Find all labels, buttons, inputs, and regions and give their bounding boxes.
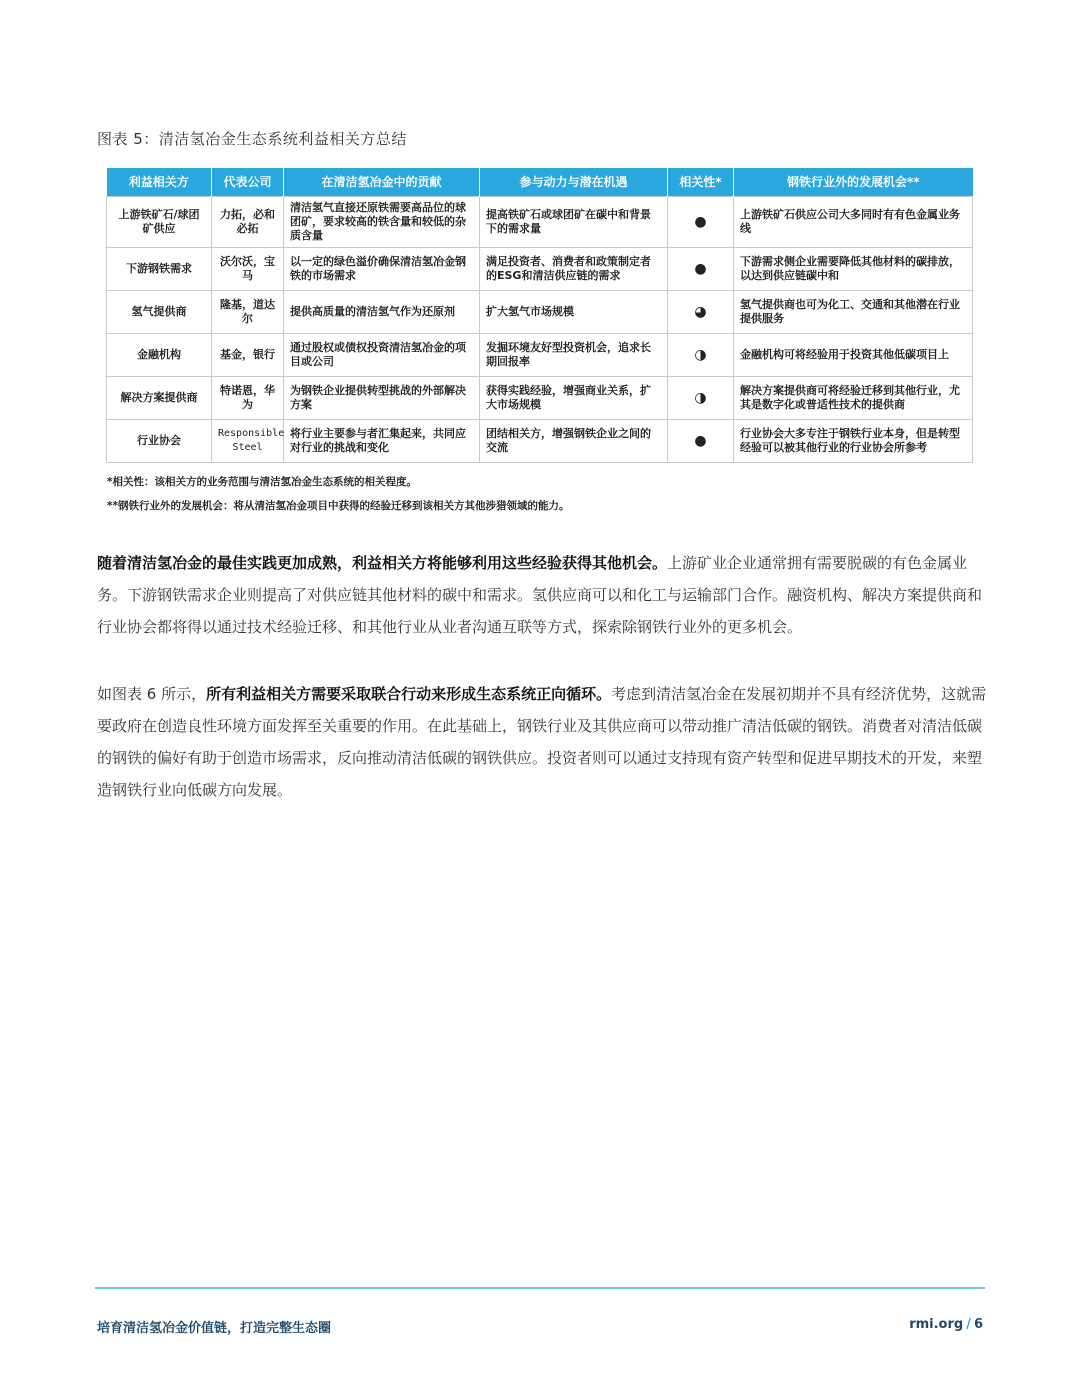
- cell-opportunity: 氢气提供商也可为化工、交通和其他潜在行业提供服务: [734, 291, 973, 334]
- cell-motivation: 提高铁矿石或球团矿在碳中和背景下的需求量: [480, 197, 668, 248]
- table-header-row: [107, 168, 973, 197]
- cell-motivation: 发掘环境友好型投资机会，追求长期回报率: [480, 334, 668, 377]
- footer-title: 培育清洁氢冶金价值链，打造完整生态圈: [97, 1321, 332, 1336]
- footer-page-info: [909, 1317, 983, 1332]
- cell-motivation: 团结相关方，增强钢铁企业之间的交流: [480, 420, 668, 463]
- col-header-contribution: 在清洁氢冶金中的贡献: [284, 168, 480, 197]
- cell-contribution: 将行业主要参与者汇集起来，共同应对行业的挑战和变化: [284, 420, 480, 463]
- cell-stakeholder: 行业协会: [107, 420, 212, 463]
- cell-motivation: 扩大氢气市场规模: [480, 291, 668, 334]
- cell-companies: 力拓，必和必拓: [212, 197, 284, 248]
- cell-companies: Responsible Steel: [212, 420, 284, 463]
- table-row: [107, 197, 973, 248]
- cell-contribution: 为钢铁企业提供转型挑战的外部解决方案: [284, 377, 480, 420]
- footer-divider: [95, 1287, 985, 1289]
- table-row: [107, 377, 973, 420]
- cell-motivation: 获得实践经验，增强商业关系，扩大市场规模: [480, 377, 668, 420]
- cell-contribution: 提供高质量的清洁氢气作为还原剂: [284, 291, 480, 334]
- paragraph-1-text: 上游矿业企业通常拥有需要脱碳的有色金属业务。下游钢铁需求企业则提高了对供应链其他材料的碳中和需求。氢供应商可以和化工与运输部门合作。融资机构、解决方案提供商和行业协会都将得以通过技术经验迁移、和其他行业从业者沟通互联等方式，探索除钢铁行业外的更多机会。: [97, 554, 983, 636]
- relevance-icon: ◑: [668, 377, 734, 420]
- col-header-companies: 代表公司: [212, 168, 284, 197]
- cell-stakeholder: 氢气提供商: [107, 291, 212, 334]
- table-row: [107, 334, 973, 377]
- cell-contribution: 清洁氢气直接还原铁需要高品位的球团矿，要求较高的铁含量和较低的杂质含量: [284, 197, 480, 248]
- col-header-opportunity: 钢铁行业外的发展机会**: [734, 168, 973, 197]
- figure-title: 图表 5：清洁氢冶金生态系统利益相关方总结: [97, 130, 407, 148]
- footer-separator: /: [966, 1317, 971, 1332]
- cell-companies: 隆基，道达尔: [212, 291, 284, 334]
- paragraph-1-bold: 随着清洁氢冶金的最佳实践更加成熟，利益相关方将能够利用这些经验获得其他机会。: [97, 554, 668, 572]
- cell-opportunity: 金融机构可将经验用于投资其他低碳项目上: [734, 334, 973, 377]
- table-note-opportunity: **钢铁行业外的发展机会：将从清洁氢冶金项目中获得的经验迁移到该相关方其他涉猎领域的能力。: [107, 500, 570, 512]
- cell-opportunity: 上游铁矿石供应公司大多同时有有色金属业务线: [734, 197, 973, 248]
- relevance-icon: ●: [668, 420, 734, 463]
- cell-stakeholder: 解决方案提供商: [107, 377, 212, 420]
- relevance-icon: ●: [668, 197, 734, 248]
- table-note-relevance: *相关性：该相关方的业务范围与清洁氢冶金生态系统的相关程度。: [107, 476, 417, 488]
- cell-companies: 特诺恩，华为: [212, 377, 284, 420]
- cell-contribution: 以一定的绿色溢价确保清洁氢冶金钢铁的市场需求: [284, 248, 480, 291]
- cell-opportunity: 行业协会大多专注于钢铁行业本身，但是转型经验可以被其他行业的行业协会所参考: [734, 420, 973, 463]
- table-row: [107, 291, 973, 334]
- relevance-icon: ◑: [668, 334, 734, 377]
- footer-page-number: 6: [973, 1317, 983, 1332]
- col-header-stakeholder: 利益相关方: [107, 168, 212, 197]
- paragraph-2-lead: 如图表 6 所示，: [97, 685, 207, 703]
- paragraph-1: [97, 547, 987, 643]
- cell-stakeholder: 下游钢铁需求: [107, 248, 212, 291]
- paragraph-2-text: 考虑到清洁氢冶金在发展初期并不具有经济优势，这就需要政府在创造良性环境方面发挥至关重要的作用。在此基础上，钢铁行业及其供应商可以带动推广清洁低碳的钢铁。消费者对清洁低碳的钢铁的偏好有助于创造市场需求，反向推动清洁低碳的钢铁供应。投资者则可以通过支持现有资产转型和促进早期技术的开发，来塑造钢铁行业向低碳方向发展。: [97, 685, 987, 799]
- cell-stakeholder: 上游铁矿石/球团矿供应: [107, 197, 212, 248]
- relevance-icon: ◕: [668, 291, 734, 334]
- cell-contribution: 通过股权或债权投资清洁氢冶金的项目或公司: [284, 334, 480, 377]
- relevance-icon: ●: [668, 248, 734, 291]
- cell-opportunity: 解决方案提供商可将经验迁移到其他行业，尤其是数字化或普适性技术的提供商: [734, 377, 973, 420]
- cell-motivation: 满足投资者、消费者和政策制定者的ESG和清洁供应链的需求: [480, 248, 668, 291]
- paragraph-2-bold: 所有利益相关方需要采取联合行动来形成生态系统正向循环。: [206, 685, 612, 703]
- paragraph-2: [97, 678, 987, 806]
- footer-site-link[interactable]: rmi.org: [909, 1317, 964, 1332]
- cell-companies: 沃尔沃，宝马: [212, 248, 284, 291]
- cell-opportunity: 下游需求侧企业需要降低其他材料的碳排放，以达到供应链碳中和: [734, 248, 973, 291]
- table-row: [107, 248, 973, 291]
- stakeholder-table: [106, 168, 973, 463]
- cell-companies: 基金，银行: [212, 334, 284, 377]
- table-row: [107, 420, 973, 463]
- col-header-motivation: 参与动力与潜在机遇: [480, 168, 668, 197]
- col-header-relevance: 相关性*: [668, 168, 734, 197]
- cell-stakeholder: 金融机构: [107, 334, 212, 377]
